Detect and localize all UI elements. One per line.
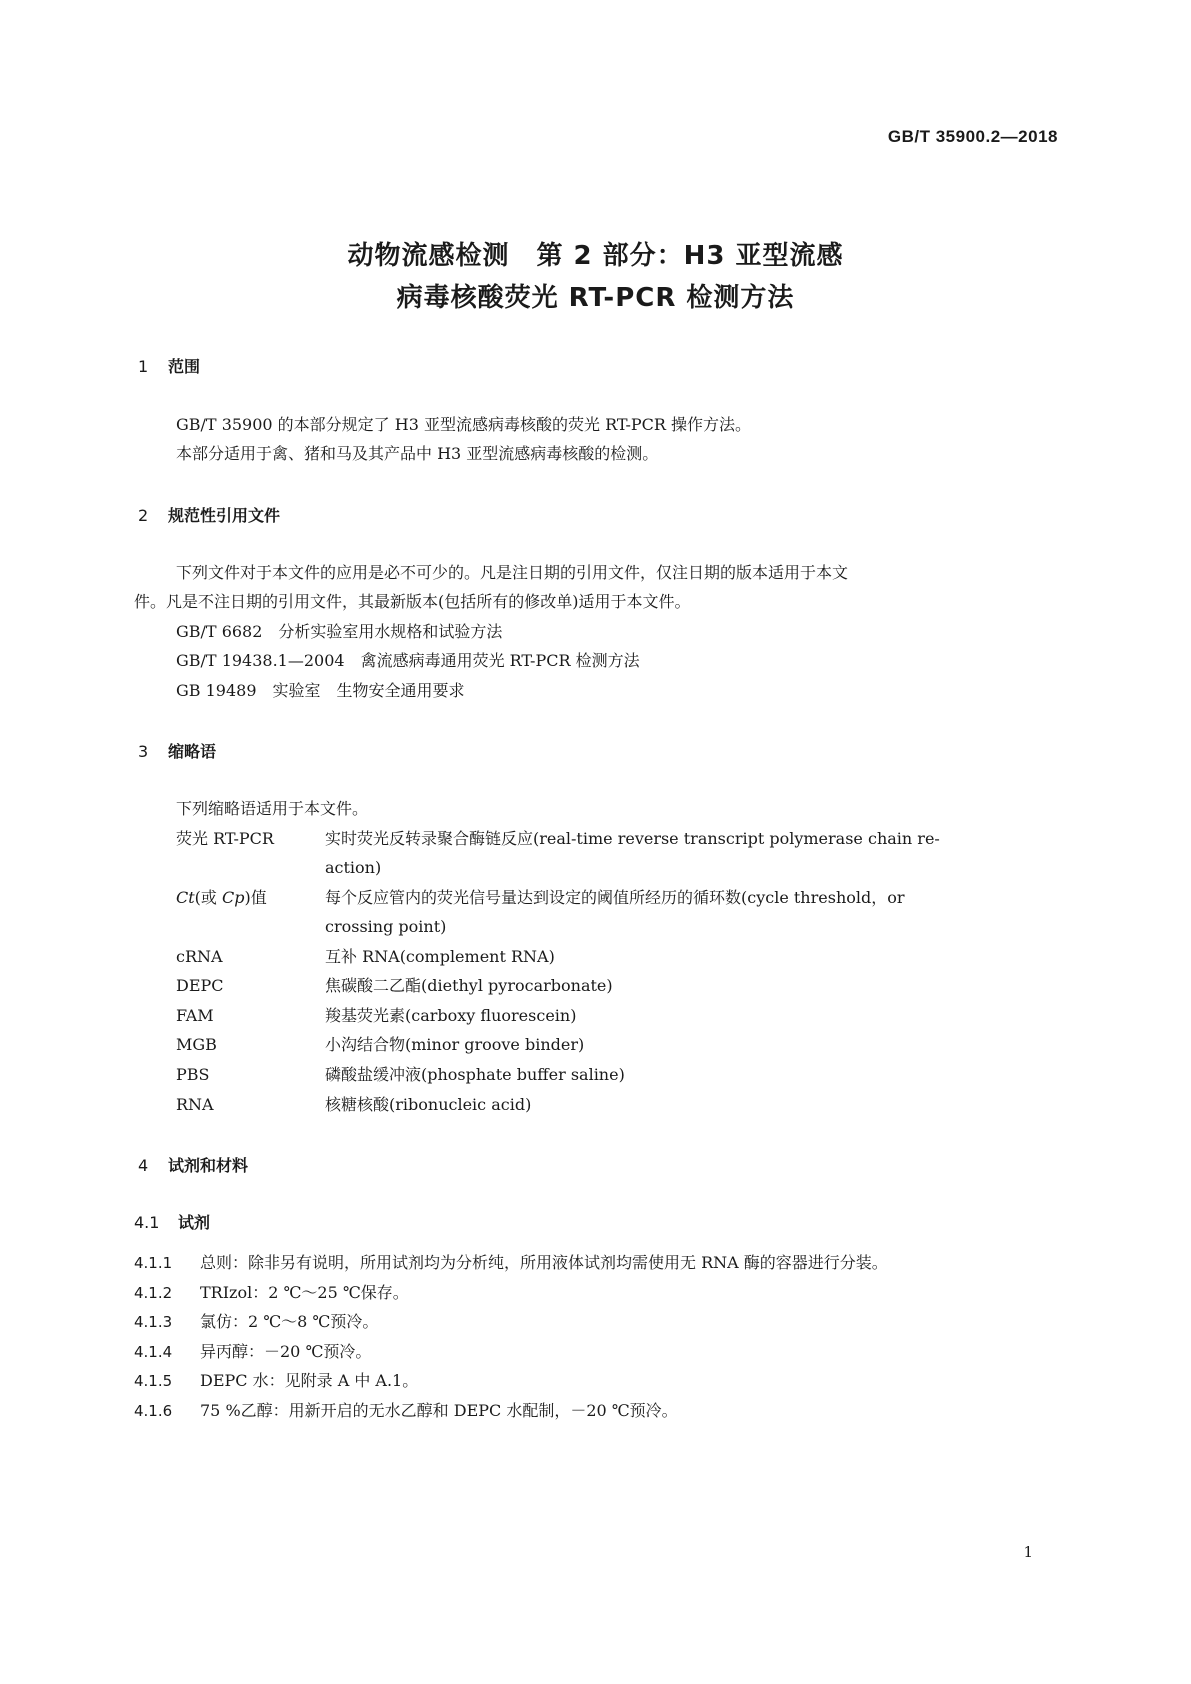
abbr-definition: 核糖核酸(ribonucleic acid) [325,1095,532,1114]
reference-item: GB/T 19438.1—2004 禽流感病毒通用荧光 RT-PCR 检测方法 [176,651,640,670]
clause-number: 4.1.1 [134,1254,173,1272]
standard-code: GB/T 35900.2—2018 [887,127,1058,146]
clause-item [134,1399,678,1423]
cp-symbol: Cp [222,888,245,907]
clause-text: DEPC 水：见附录 A 中 A.1。 [200,1371,419,1390]
paragraph: 本部分适用于禽、猪和马及其产品中 H3 亚型流感病毒核酸的检测。 [176,444,659,463]
clause-text: 75 %乙醇：用新开启的无水乙醇和 DEPC 水配制，－20 ℃预冷。 [200,1401,678,1420]
abbr-definition: 互补 RNA(complement RNA) [325,947,555,966]
section-2-heading [138,503,280,526]
reference-item: GB/T 6682 分析实验室用水规格和试验方法 [176,622,503,641]
clause-item [134,1340,371,1364]
abbr-term [176,886,267,910]
title-line-2: 病毒核酸荧光 RT-PCR 检测方法 [396,283,795,313]
clause-number: 4.1.2 [134,1284,173,1302]
abbr-definition: 小沟结合物(minor groove binder) [325,1035,585,1054]
clause-number: 4.1.4 [134,1343,173,1361]
subsection-number: 4.1 [134,1213,160,1232]
clause-number: 4.1.6 [134,1402,173,1420]
abbr-term: FAM [176,1006,214,1025]
paragraph: 下列缩略语适用于本文件。 [176,799,369,818]
clause-number: 4.1.5 [134,1372,173,1390]
clause-text: 氯仿：2 ℃～8 ℃预冷。 [200,1312,379,1331]
clause-text: 异丙醇：－20 ℃预冷。 [200,1342,372,1361]
section-number: 4 [138,1156,149,1175]
clause-text: TRIzol：2 ℃～25 ℃保存。 [200,1283,409,1302]
title-line-1: 动物流感检测 第 2 部分：H3 亚型流感 [347,241,844,271]
clause-item [134,1251,888,1275]
section-number: 3 [138,742,149,761]
abbr-term: cRNA [176,947,223,966]
abbr-definition: 焦碳酸二乙酯(diethyl pyrocarbonate) [325,976,613,995]
ct-symbol: Ct [176,888,195,907]
section-number: 1 [138,357,149,376]
clause-text: 总则：除非另有说明，所用试剂均为分析纯，所用液体试剂均需使用无 RNA 酶的容器进行分装。 [200,1253,888,1272]
abbr-definition: 磷酸盐缓冲液(phosphate buffer saline) [325,1065,625,1084]
page-number: 1 [1023,1543,1033,1561]
section-1-heading [138,354,200,377]
abbr-definition: 羧基荧光素(carboxy fluorescein) [325,1006,577,1025]
paragraph: GB/T 35900 的本部分规定了 H3 亚型流感病毒核酸的荧光 RT-PCR 操作方法。 [176,415,751,434]
paragraph: 件。凡是不注日期的引用文件，其最新版本(包括所有的修改单)适用于本文件。 [134,592,691,611]
abbr-term: PBS [176,1065,210,1084]
abbr-term-part: )值 [244,888,267,907]
clause-item [134,1310,378,1334]
abbr-definition-cont: action) [325,858,382,877]
clause-item [134,1369,418,1393]
abbr-term: DEPC [176,976,224,995]
clause-number: 4.1.3 [134,1313,173,1331]
abbr-definition: 每个反应管内的荧光信号量达到设定的阈值所经历的循环数(cycle threshold，or [325,888,905,907]
section-title: 范围 [168,357,201,376]
abbr-term: RNA [176,1095,214,1114]
reference-item: GB 19489 实验室 生物安全通用要求 [176,681,465,700]
section-3-heading [138,739,216,762]
section-number: 2 [138,506,149,525]
abbr-definition-cont: crossing point) [325,917,447,936]
clause-item [134,1281,409,1305]
subsection-title: 试剂 [178,1213,211,1232]
section-title: 规范性引用文件 [168,506,281,525]
abbr-definition: 实时荧光反转录聚合酶链反应(real-time reverse transcript polymerase chain re- [325,829,940,848]
abbr-term: MGB [176,1035,217,1054]
abbr-term-part: (或 [194,888,223,907]
subsection-4-1-heading [134,1210,210,1233]
section-title: 缩略语 [168,742,217,761]
section-title: 试剂和材料 [168,1156,249,1175]
abbr-term: 荧光 RT-PCR [176,829,274,848]
paragraph: 下列文件对于本文件的应用是必不可少的。凡是注日期的引用文件，仅注日期的版本适用于本文 [176,563,849,582]
section-4-heading [138,1153,248,1176]
